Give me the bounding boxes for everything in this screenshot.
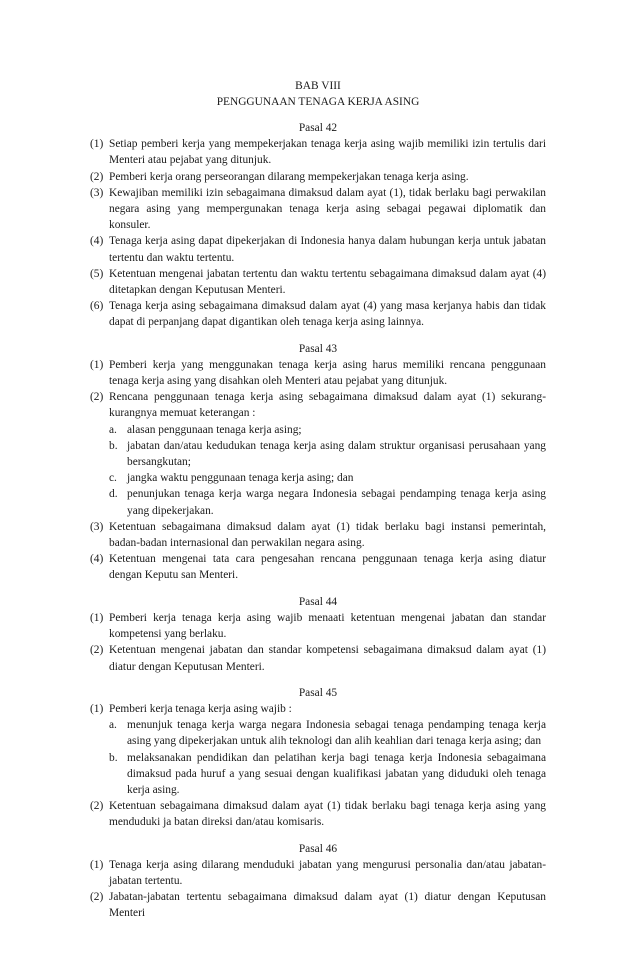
clause-list xyxy=(90,357,546,584)
clause-text: Pemberi kerja yang menggunakan tenaga kerja asing harus memiliki rencana penggunaan tenaga kerja asing yang disahkan oleh Menteri atau pejabat yang ditunjuk. xyxy=(109,358,546,388)
clause xyxy=(90,298,546,330)
chapter-title: PENGGUNAAN TENAGA KERJA ASING xyxy=(216,96,420,108)
clause-number: (1) xyxy=(90,702,104,715)
clause-number: (2) xyxy=(90,644,104,657)
clause xyxy=(90,519,546,551)
clause-text: Tenaga kerja asing dapat dipekerjakan di Indonesia hanya dalam hubungan kerja untuk jabatan tertentu dan waktu tertentu. xyxy=(109,235,546,264)
clause-list xyxy=(90,701,546,831)
subclause xyxy=(109,438,546,470)
clause-text: Pemberi kerja orang perseorangan dilarang mempekerjakan tenaga kerja asing. xyxy=(109,170,469,183)
articles-container xyxy=(90,120,546,922)
clause xyxy=(90,642,546,674)
chapter-label: BAB VIII xyxy=(295,80,341,92)
subclause xyxy=(109,422,546,438)
clause-text: Ketentuan mengenai jabatan tertentu dan waktu tertentu sebagaimana dimaksud dalam ayat (4) ditetapkan dengan Keputusan Menteri. xyxy=(109,267,546,297)
clause-body xyxy=(109,298,546,330)
subclause-letter: b. xyxy=(109,439,118,452)
clause xyxy=(90,889,546,921)
article-title: Pasal 46 xyxy=(298,842,338,855)
clause-body xyxy=(109,136,546,168)
clause-body xyxy=(109,642,546,674)
clause-body xyxy=(109,266,546,298)
clause-text: Tenaga kerja asing dilarang menduduki jabatan yang mengurusi personalia dan/atau jabatan-jabatan tertentu. xyxy=(109,858,546,887)
subclause-text: alasan penggunaan tenaga kerja asing; xyxy=(127,423,302,436)
clause-text: Ketentuan sebagaimana dimaksud dalam ayat (1) tidak berlaku bagi tenaga kerja asing yang menduduki ja batan direksi dan/atau komisaris. xyxy=(109,800,546,829)
clause-number: (3) xyxy=(90,186,104,199)
clause-body xyxy=(109,357,546,389)
clause-number: (2) xyxy=(90,800,104,813)
article-section xyxy=(90,685,546,831)
subclause xyxy=(109,486,546,518)
article-section xyxy=(90,341,546,584)
clause xyxy=(90,136,546,168)
article-section xyxy=(90,120,546,331)
clause-intro: Pemberi kerja tenaga kerja asing wajib : xyxy=(109,702,292,715)
clause xyxy=(90,701,546,798)
clause xyxy=(90,389,546,519)
article-section xyxy=(90,594,546,675)
clause-body xyxy=(109,233,546,265)
subclause-letter: b. xyxy=(109,751,118,764)
clause xyxy=(90,798,546,830)
subclause-letter: a. xyxy=(109,423,117,436)
clause-body xyxy=(109,169,546,185)
clause xyxy=(90,357,546,389)
subclause xyxy=(109,750,546,799)
clause-list xyxy=(90,857,546,922)
clause-number: (1) xyxy=(90,611,104,624)
article-title: Pasal 42 xyxy=(298,122,338,134)
clause xyxy=(90,610,546,642)
clause-text: Kewajiban memiliki izin sebagaimana dimaksud dalam ayat (1), tidak berlaku bagi perwakilan negara asing yang mempergunakan tenaga kerja asing sebagai pegawai diplomatik dan konsuler. xyxy=(109,186,546,232)
clause-number: (2) xyxy=(90,170,104,183)
subclause-text: melaksanakan pendidikan dan pelatihan kerja bagi tenaga kerja Indonesia sebagaimana dimaksud pada huruf a yang sesuai dengan kualifikasi jabatan yang diduduki oleh tenaga kerja asing. xyxy=(127,751,546,796)
clause-text: Setiap pemberi kerja yang mempekerjakan tenaga kerja asing wajib memiliki izin tertulis dari Menteri atau pejabat yang ditunjuk. xyxy=(109,138,546,167)
clause-body xyxy=(109,889,546,921)
clause-number: (2) xyxy=(90,391,104,404)
clause xyxy=(90,233,546,265)
article-title: Pasal 45 xyxy=(298,686,338,699)
clause-number: (1) xyxy=(90,358,104,371)
clause-list xyxy=(90,136,546,330)
clause xyxy=(90,551,546,583)
subclause-text: jangka waktu penggunaan tenaga kerja asing; dan xyxy=(127,472,354,485)
clause-number: (1) xyxy=(90,138,104,151)
subclause-letter: a. xyxy=(109,719,117,732)
clause-body xyxy=(109,610,546,642)
clause-body xyxy=(109,798,546,830)
subclause-text: penunjukan tenaga kerja warga negara Indonesia sebagai pendamping tenaga kerja asing yang dipekerjakan. xyxy=(127,488,546,517)
subclause-text: jabatan dan/atau kedudukan tenaga kerja asing dalam struktur organisasi perusahaan yang bersangkutan; xyxy=(127,439,546,469)
clause-body xyxy=(109,389,546,519)
subclause xyxy=(109,470,546,486)
clause-text: Ketentuan mengenai tata cara pengesahan rencana penggunaan tenaga kerja asing diatur dengan Keputu san Menteri. xyxy=(109,553,546,582)
clause-body xyxy=(109,701,546,798)
clause-text: Ketentuan sebagaimana dimaksud dalam ayat (1) tidak berlaku bagi instansi pemerintah, badan-badan internasional dan perwakilan negara asing. xyxy=(109,520,546,550)
clause-intro: Rencana penggunaan tenaga kerja asing sebagaimana dimaksud dalam ayat (1) sekurang-kurangnya memuat keterangan : xyxy=(109,391,546,420)
clause xyxy=(90,169,546,185)
subclause-list xyxy=(109,717,546,798)
clause-number: (6) xyxy=(90,300,104,313)
clause-text: Jabatan-jabatan tertentu sebagaimana dimaksud dalam ayat (1) diatur dengan Keputusan Menteri xyxy=(109,891,546,920)
clause xyxy=(90,185,546,234)
subclause-text: menunjuk tenaga kerja warga negara Indonesia sebagai tenaga pendamping tenaga kerja asing yang dipekerjakan untuk alih teknologi dan alih keahlian dari tenaga kerja asing; dan xyxy=(127,719,546,748)
subclause xyxy=(109,717,546,749)
document-body xyxy=(90,78,546,932)
clause-body xyxy=(109,185,546,234)
clause-number: (1) xyxy=(90,858,104,871)
clause-number: (3) xyxy=(90,520,104,533)
clause xyxy=(90,266,546,298)
clause-list xyxy=(90,610,546,675)
clause-text: Ketentuan mengenai jabatan dan standar kompetensi sebagaimana dimaksud dalam ayat (1) diatur dengan Keputusan Menteri. xyxy=(109,644,546,673)
article-section xyxy=(90,841,546,922)
article-title: Pasal 43 xyxy=(298,342,338,355)
clause-number: (4) xyxy=(90,553,104,566)
clause-number: (5) xyxy=(90,267,104,280)
clause xyxy=(90,857,546,889)
clause-body xyxy=(109,551,546,583)
clause-number: (2) xyxy=(90,891,104,904)
article-title: Pasal 44 xyxy=(298,595,338,608)
subclause-letter: c. xyxy=(109,472,117,485)
clause-body xyxy=(109,519,546,551)
subclause-letter: d. xyxy=(109,488,118,501)
clause-number: (4) xyxy=(90,235,104,248)
clause-text: Tenaga kerja asing sebagaimana dimaksud dalam ayat (4) yang masa kerjanya habis dan tidak dapat di perpanjang dapat digantikan oleh tenaga kerja asing lainnya. xyxy=(109,300,546,329)
clause-body xyxy=(109,857,546,889)
clause-text: Pemberi kerja tenaga kerja asing wajib menaati ketentuan mengenai jabatan dan standar kompetensi yang berlaku. xyxy=(109,611,546,641)
subclause-list xyxy=(109,422,546,519)
